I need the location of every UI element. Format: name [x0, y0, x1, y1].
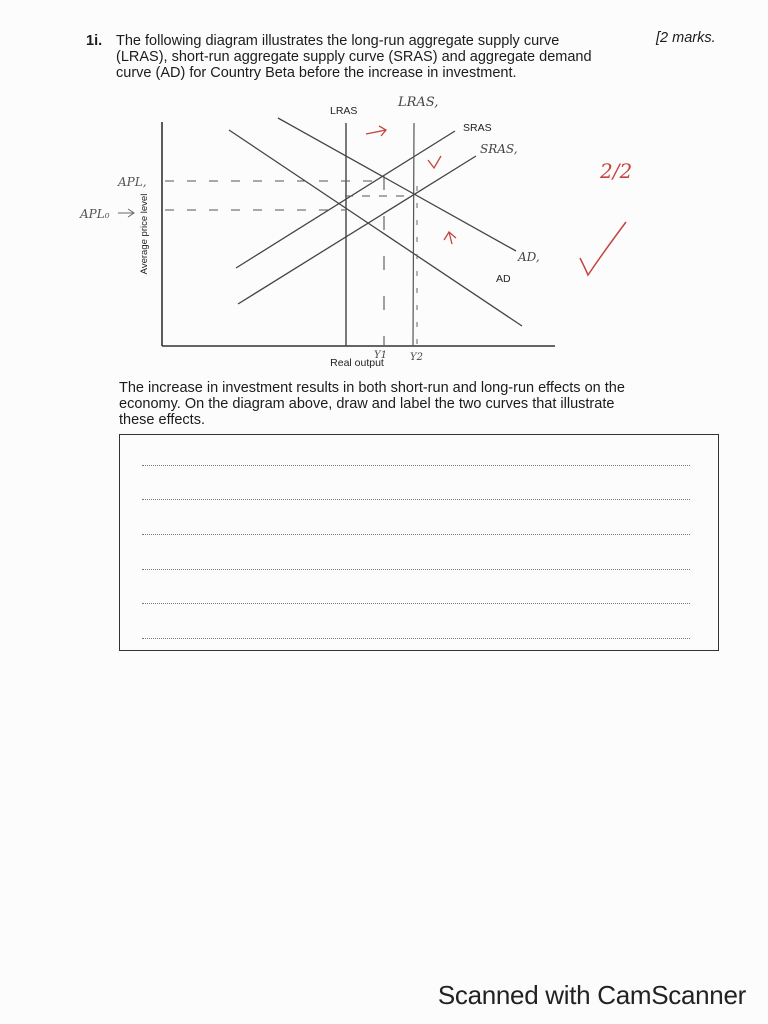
answer-line[interactable]	[142, 534, 690, 535]
ad1-label: AD,	[518, 250, 540, 264]
apl0-arrow-icon	[118, 209, 134, 217]
ad-as-diagram	[0, 0, 768, 440]
answer-box[interactable]	[119, 434, 719, 651]
lras-label: LRAS	[330, 105, 358, 117]
question-number: 1i.	[86, 33, 103, 49]
check-mark-icon	[580, 222, 626, 275]
answer-line[interactable]	[142, 603, 690, 604]
instruction-line: these effects.	[119, 412, 205, 428]
instruction-line: economy. On the diagram above, draw and label the two curves that illustrate	[119, 396, 615, 412]
sras-label: SRAS	[463, 122, 492, 134]
question-text-line: curve (AD) for Country Beta before the increase in investment.	[116, 65, 517, 81]
sras1-curve	[238, 156, 476, 304]
question-text-line: The following diagram illustrates the long-run aggregate supply curve	[116, 33, 560, 49]
y2-label: Y2	[410, 352, 423, 363]
y1-label: Y1	[374, 350, 387, 361]
x-axis-label: Real output	[330, 357, 384, 369]
instruction-line: The increase in investment results in both short-run and long-run effects on the	[119, 380, 625, 396]
score-mark: 2/2	[600, 159, 633, 183]
answer-line[interactable]	[142, 499, 690, 500]
apl0-label: APL₀	[80, 207, 110, 221]
apl1-label: APL,	[118, 175, 147, 189]
scanner-watermark: Scanned with CamScanner	[437, 980, 746, 1010]
ad-label: AD	[496, 273, 511, 285]
sras-shift-arrow-icon	[428, 156, 441, 168]
sras1-label: SRAS,	[480, 142, 518, 156]
question-text-line: (LRAS), short-run aggregate supply curve (SRAS) and aggregate demand	[116, 49, 592, 65]
answer-line[interactable]	[142, 569, 690, 570]
ad-shift-arrow-icon	[444, 232, 456, 244]
answer-line[interactable]	[142, 465, 690, 466]
ad-curve	[229, 130, 522, 326]
answer-line[interactable]	[142, 638, 690, 639]
ad1-curve	[278, 118, 516, 251]
lras1-label: LRAS,	[398, 95, 439, 110]
marks-allocation: [2 marks.	[656, 30, 716, 46]
lras-shift-arrow-icon	[366, 126, 386, 136]
y-axis-label: Average price level	[139, 193, 150, 275]
